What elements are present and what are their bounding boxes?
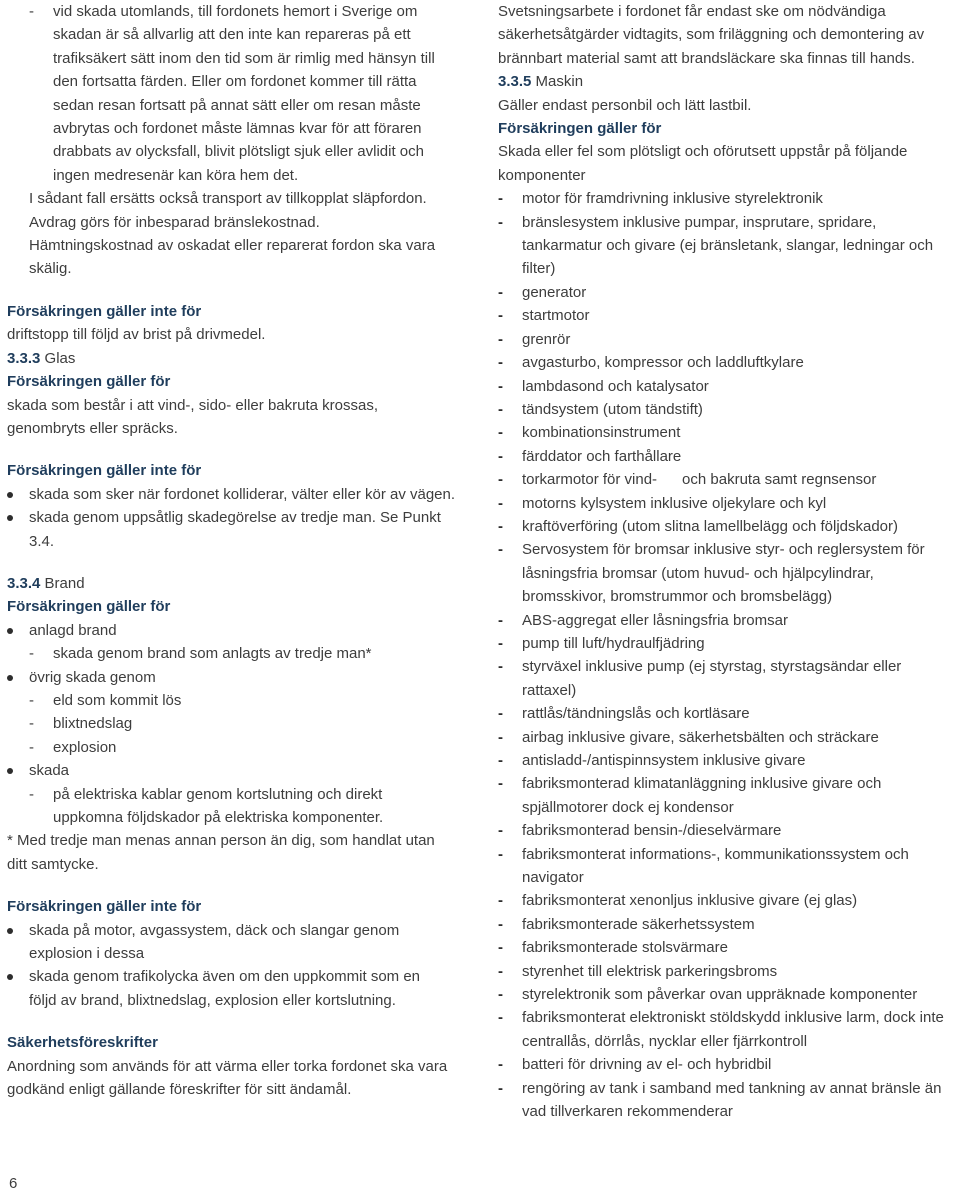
bullet-item [7, 965, 469, 1012]
line: styrelektronik som påverkar ovan uppräknade komponenter [522, 986, 918, 1004]
component-item [498, 281, 960, 304]
line: centrallås, dörrlås, nycklar eller fjärrkontroll [522, 1032, 808, 1050]
section-number: 3.3.5 [498, 73, 532, 91]
page-number: 6 [9, 1175, 18, 1192]
dash-mark: - [29, 3, 34, 20]
section-title-maskin [498, 70, 960, 93]
bullet-item [7, 483, 469, 506]
line: blixtnedslag [53, 715, 133, 733]
component-item [498, 187, 960, 210]
dash-mark: - [29, 645, 34, 663]
component-item [498, 772, 960, 819]
dash-mark: - [29, 715, 34, 733]
line: bromsskivor, bromstrummor och bromsbelägg) [522, 588, 833, 606]
line: styrväxel inklusive pump (ej styrstag, styrstagsändar eller [522, 658, 902, 676]
component-item [498, 749, 960, 772]
component-item [498, 445, 960, 468]
line: tändsystem (utom tändstift) [522, 400, 703, 418]
line: fabriksmonterade säkerhetssystem [522, 915, 755, 933]
dash-mark: - [498, 845, 503, 863]
heading-safety-rules: Säkerhetsföreskrifter [7, 1034, 158, 1052]
component-list [498, 187, 960, 1123]
dash-mark: - [29, 785, 34, 803]
line: fabriksmonterat informations-, kommunikationssystem och [522, 845, 909, 863]
paragraph-trailer-transport: I sådant fall ersätts också transport av tillkopplat släpfordon. [29, 190, 427, 208]
line: Anordning som används för att värma eller torka fordonet ska vara [7, 1057, 448, 1075]
line: kombinationsinstrument [522, 424, 681, 442]
line: eld som kommit lös [53, 691, 182, 709]
line: airbag inklusive givare, säkerhetsbälten och sträckare [522, 728, 879, 746]
heading-not-covered-1: Försäkringen gäller inte för [7, 302, 202, 320]
line: uppkomna följdskador på elektriska komponenter. [53, 809, 384, 826]
sub-dash-item [7, 736, 469, 759]
line: skada som består i att vind-, sido- eller bakruta krossas, [7, 396, 378, 414]
line: fabriksmonterat elektroniskt stöldskydd inklusive larm, dock inte [522, 1009, 944, 1027]
line: navigator [522, 869, 584, 887]
component-item [498, 538, 960, 608]
dash-mark: - [498, 962, 503, 980]
dash-mark: - [498, 939, 503, 957]
sub-dash-item [7, 642, 469, 665]
paragraph-fuel-shortage: driftstopp till följd av brist på drivmedel. [7, 326, 266, 344]
line: explosion i dessa [29, 945, 145, 963]
component-item [498, 375, 960, 398]
section-number: 3.3.3 [7, 349, 41, 367]
component-item [498, 1006, 960, 1053]
footnote-third-party [7, 829, 469, 876]
dash-mark: - [498, 705, 503, 723]
component-item [498, 889, 960, 912]
section-title-brand [7, 572, 469, 595]
sub-dash-item [7, 783, 469, 830]
line: rattaxel) [522, 681, 577, 699]
intro-dash-item [7, 0, 469, 187]
line: spjällmotorer dock ej kondensor [522, 798, 734, 816]
paragraph-vehicle-scope: Gäller endast personbil och lätt lastbil. [498, 96, 752, 114]
component-item [498, 726, 960, 749]
line: filter) [522, 260, 556, 278]
paragraph-fuel-deduction: Avdrag görs för inbesparad bränslekostnad. [29, 213, 320, 231]
component-item [498, 632, 960, 655]
heading-covered-1: Försäkringen gäller för [7, 373, 171, 391]
line: motorns kylsystem inklusive oljekylare och kyl [522, 494, 827, 512]
paragraph-components-intro [498, 140, 960, 187]
line: kraftöverföring (utom slitna lamellbelägg och följdskador) [522, 517, 899, 535]
line: lambdasond och katalysator [522, 377, 709, 395]
line: vad tillverkaren rekommenderar [522, 1103, 733, 1121]
bullet-item [7, 919, 469, 966]
line: explosion [53, 738, 117, 756]
line: startmotor [522, 307, 590, 325]
component-item [498, 609, 960, 632]
component-item [498, 702, 960, 725]
paragraph-welding [498, 0, 960, 70]
dash-mark: - [498, 541, 503, 559]
paragraph-glass-damage [7, 394, 469, 441]
line: avgasturbo, kompressor och laddluftkylare [522, 354, 804, 372]
section-number: 3.3.4 [7, 574, 41, 592]
bullet-item [7, 666, 469, 689]
dash-mark: - [498, 892, 503, 910]
dash-mark: - [498, 424, 503, 442]
line: Hämtningskostnad av oskadat eller reparerat fordon ska vara [29, 237, 436, 255]
dash-mark: - [498, 190, 503, 208]
sub-dash-item [7, 689, 469, 712]
dash-mark: - [498, 354, 503, 372]
dash-mark: - [29, 738, 34, 756]
dash-mark: - [498, 377, 503, 395]
heading-not-covered-3: Försäkringen gäller inte för [7, 898, 202, 916]
dash-mark: - [498, 494, 503, 512]
line: vid skada utomlands, till fordonets hemort i Sverige om [53, 3, 418, 20]
bullet-icon [7, 515, 13, 521]
dash-mark: - [498, 307, 503, 325]
line: skada på motor, avgassystem, däck och slangar genom [29, 921, 400, 939]
line: generator [522, 283, 587, 301]
heading-not-covered-2: Försäkringen gäller inte för [7, 462, 202, 480]
heading-covered-machine: Försäkringen gäller för [498, 120, 662, 138]
line: färddator och farthållare [522, 447, 682, 465]
dash-mark: - [498, 822, 503, 840]
line: brännbart material samt att brandsläckare ska finnas till hands. [498, 49, 915, 67]
intro-dash-text [29, 0, 469, 187]
line: skada genom brand som anlagts av tredje man* [53, 645, 372, 663]
line: på elektriska kablar genom kortslutning och direkt [53, 785, 383, 803]
component-item [498, 304, 960, 327]
dash-mark: - [498, 1056, 503, 1074]
line: rengöring av tank i samband med tankning av annat bränsle än [522, 1079, 942, 1097]
line: Skada eller fel som plötsligt och oförutsett uppstår på följande [498, 143, 908, 161]
dash-mark: - [498, 775, 503, 793]
dash-mark: - [498, 471, 503, 489]
line: Svetsningsarbete i fordonet får endast ske om nödvändiga [498, 3, 886, 20]
line: 3.4. [29, 532, 55, 550]
section-title-text: Glas [40, 349, 76, 367]
line: låsningsfria bromsar (utom huvud- och hjälpcylindrar, [522, 564, 874, 582]
dash-mark: - [498, 634, 503, 652]
dash-mark: - [29, 691, 34, 709]
component-item [498, 398, 960, 421]
component-item [498, 211, 960, 281]
dash-mark: - [498, 283, 503, 301]
dash-mark: - [498, 611, 503, 629]
line: skada som sker när fordonet kolliderar, välter eller kör av vägen. [29, 485, 456, 503]
line: skälig. [29, 260, 72, 278]
line: rattlås/tändningslås och kortläsare [522, 705, 750, 723]
line: batteri för drivning av el- och hybridbil [522, 1056, 772, 1074]
line: anlagd brand [29, 621, 117, 639]
line: ABS-aggregat eller låsningsfria bromsar [522, 611, 788, 629]
section-title-glas [7, 347, 469, 370]
line: bränslesystem inklusive pumpar, insprutare, spridare, [522, 213, 877, 231]
line: fabriksmonterat xenonljus inklusive givare (ej glas) [522, 892, 858, 910]
dash-mark: - [498, 728, 503, 746]
line: skadan är så allvarlig att den inte kan repareras på ett [53, 26, 411, 44]
line: Servosystem för bromsar inklusive styr- och reglersystem för [522, 541, 925, 559]
component-item [498, 819, 960, 842]
line: komponenter [498, 166, 586, 184]
component-item [498, 655, 960, 702]
section-title-text: Brand [40, 574, 85, 592]
component-item [498, 983, 960, 1006]
sub-dash-item [7, 712, 469, 735]
line: grenrör [522, 330, 571, 348]
line: skada [29, 762, 70, 780]
line: godkänd enligt gällande föreskrifter för sitt ändamål. [7, 1081, 352, 1099]
right-column [498, 0, 960, 1124]
paragraph-pickup-cost [7, 234, 469, 281]
line: tankarmatur och givare (ej bränsletank, slangar, ledningar och [522, 237, 934, 255]
bullet-icon [7, 492, 13, 498]
line: skada genom uppsåtlig skadegörelse av tredje man. Se Punkt [29, 509, 441, 527]
line: styrenhet till elektrisk parkeringsbroms [522, 962, 778, 980]
bullet-icon [7, 974, 13, 980]
line: följd av brand, blixtnedslag, explosion eller kortslutning. [29, 991, 396, 1009]
bullet-icon [7, 928, 13, 934]
dash-mark: - [498, 1009, 503, 1027]
dash-mark: - [498, 517, 503, 535]
dash-mark: - [498, 447, 503, 465]
line: fabriksmonterade stolsvärmare [522, 939, 728, 957]
line: fabriksmonterad klimatanläggning inklusive givare och [522, 775, 882, 793]
dash-mark: - [498, 330, 503, 348]
line: ditt samtycke. [7, 855, 99, 873]
component-item [498, 468, 960, 491]
line: antisladd-/antispinnsystem inklusive givare [522, 752, 806, 769]
component-item [498, 515, 960, 538]
bullet-icon [7, 675, 13, 681]
dash-mark: - [498, 400, 503, 418]
line: * Med tredje man menas annan person än dig, som handlat utan [7, 832, 435, 850]
dash-mark: - [498, 213, 503, 231]
line: drabbats av olycksfall, blivit plötsligt sjuk eller avlidit och [53, 143, 424, 161]
line: den fortsatta färden. Eller om fordonet kommer till rätta [53, 73, 417, 91]
component-item [498, 1077, 960, 1124]
component-item [498, 328, 960, 351]
line: genombryts eller spräcks. [7, 419, 178, 437]
component-item [498, 960, 960, 983]
component-item [498, 492, 960, 515]
line: motor för framdrivning inklusive styrelektronik [522, 190, 823, 208]
component-item [498, 1053, 960, 1076]
component-item [498, 421, 960, 444]
line: övrig skada genom [29, 668, 156, 686]
dash-mark: - [498, 752, 503, 769]
line: torkarmotor för vind- och bakruta samt regnsensor [522, 471, 877, 489]
bullet-item [7, 506, 469, 553]
dash-mark: - [498, 1079, 503, 1097]
bullet-icon [7, 628, 13, 634]
line: skada genom trafikolycka även om den uppkommit som en [29, 968, 421, 986]
component-item [498, 843, 960, 890]
component-item [498, 351, 960, 374]
line: fabriksmonterad bensin-/dieselvärmare [522, 822, 782, 840]
dash-mark: - [498, 986, 503, 1004]
component-item [498, 913, 960, 936]
line: avbrytas och fordonet måste lämnas kvar för att föraren [53, 120, 422, 138]
bullet-icon [7, 768, 13, 774]
heading-covered-2: Försäkringen gäller för [7, 598, 171, 616]
line: säkerhetsåtgärder vidtagits, som friläggning och demontering av [498, 26, 925, 44]
bullet-item [7, 619, 469, 642]
line: ingen medresenär kan köra hem det. [53, 166, 299, 184]
section-title-text: Maskin [531, 73, 584, 91]
paragraph-safety-rules [7, 1055, 469, 1102]
left-column [7, 0, 469, 1101]
component-item [498, 936, 960, 959]
line: trafiksäkert sätt inom den tid som är rimlig med hänsyn till [53, 49, 435, 67]
line: sedan resan fortsatt på annat sätt eller om resan måste [53, 96, 421, 114]
dash-mark: - [498, 915, 503, 933]
dash-mark: - [498, 658, 503, 676]
line: pump till luft/hydraulfjädring [522, 634, 705, 652]
bullet-item [7, 759, 469, 782]
